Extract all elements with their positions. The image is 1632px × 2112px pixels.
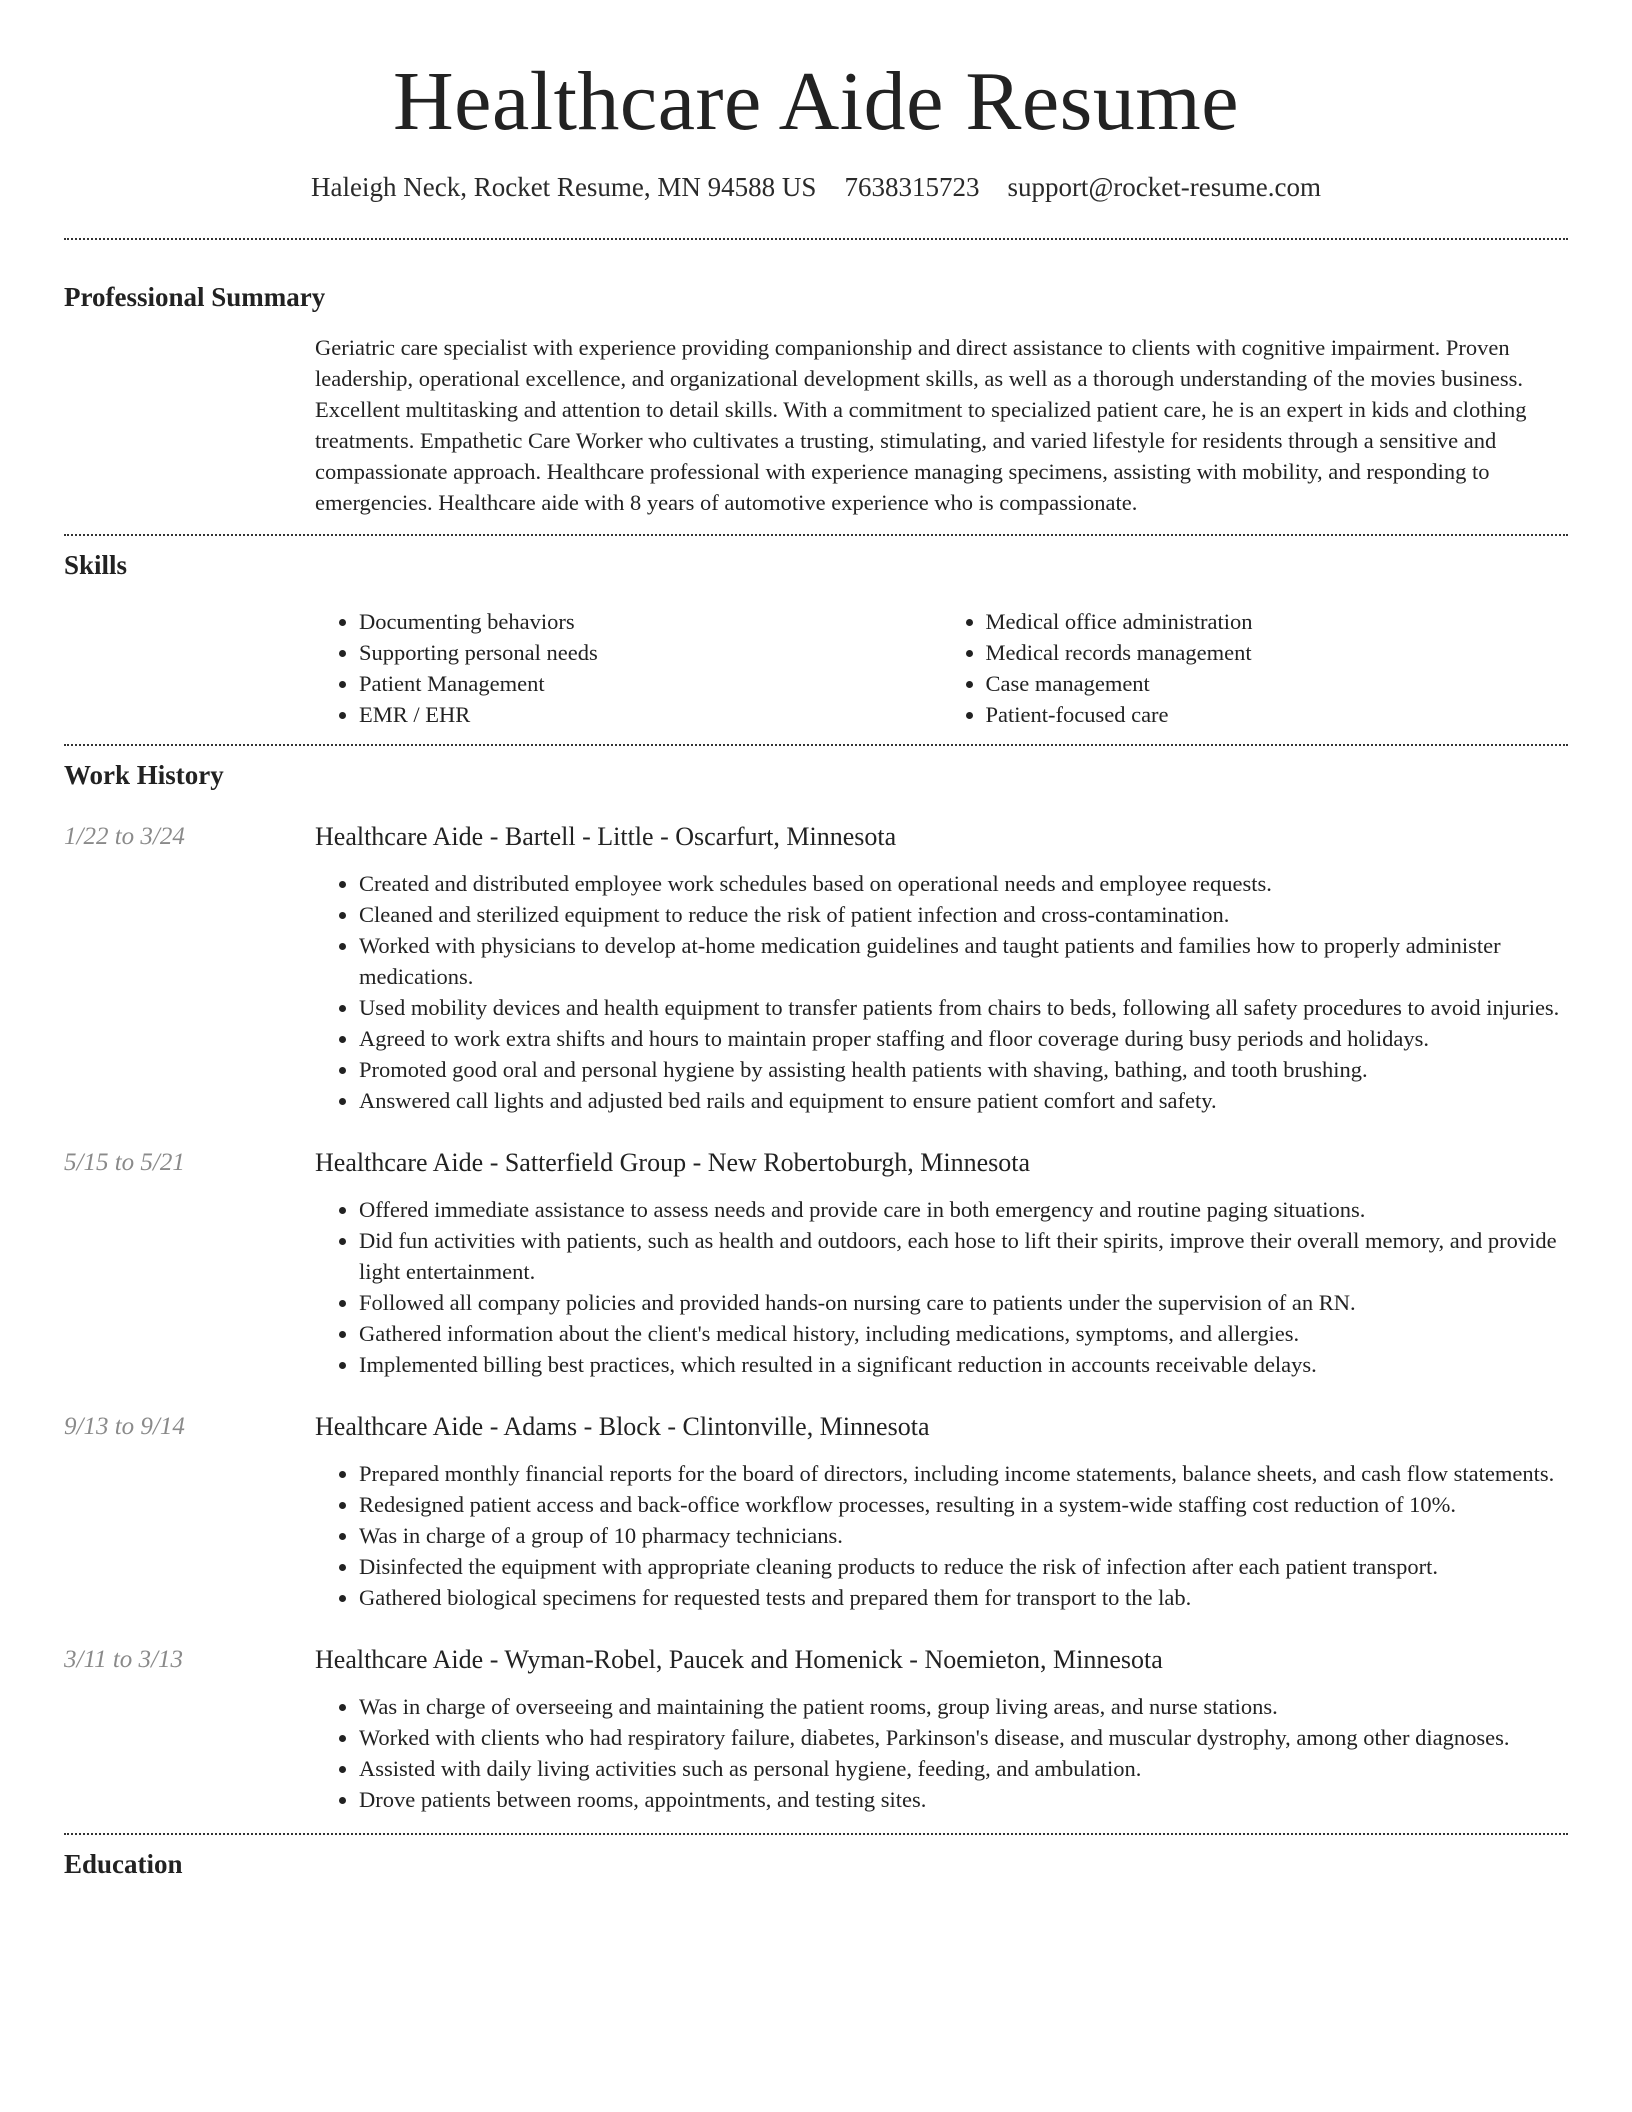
skill-item: • Patient-focused care [986, 699, 1569, 730]
divider [64, 238, 1568, 240]
skill-item: • Supporting personal needs [359, 637, 942, 668]
resume-page [64, 0, 1568, 1881]
skill-item: • Documenting behaviors [359, 606, 942, 637]
skill-item: • Medical records management [986, 637, 1569, 668]
job-bullet: • Agreed to work extra shifts and hours to maintain proper staffing and floor coverage during busy periods and holidays. [359, 1023, 1568, 1054]
job-title: Healthcare Aide - Wyman-Robel, Paucek and Homenick - Noemieton, Minnesota [315, 1645, 1163, 1674]
job-bullet: • Answered call lights and adjusted bed rails and equipment to ensure patient comfort and safety. [359, 1085, 1568, 1116]
job-dates: 9/13 to 9/14 [64, 1413, 185, 1440]
job-bullets [315, 1194, 1568, 1380]
job-entry [64, 820, 1568, 1116]
job-bullets [315, 868, 1568, 1116]
job-bullet: • Implemented billing best practices, which resulted in a significant reduction in accounts receivable delays. [359, 1349, 1568, 1380]
skills-list [315, 606, 1568, 730]
job-title: Healthcare Aide - Adams - Block - Clintonville, Minnesota [315, 1412, 930, 1441]
job-bullets [315, 1458, 1568, 1613]
divider [64, 744, 1568, 746]
education-heading: Education [64, 1849, 183, 1879]
work-history-heading: Work History [64, 760, 224, 790]
job-title: Healthcare Aide - Bartell - Little - Oscarfurt, Minnesota [315, 822, 897, 851]
job-bullet: • Created and distributed employee work schedules based on operational needs and employee requests. [359, 868, 1568, 899]
contact-email: support@rocket-resume.com [1007, 172, 1321, 202]
job-bullet: • Was in charge of a group of 10 pharmacy technicians. [359, 1520, 1568, 1551]
job-dates: 1/22 to 3/24 [64, 823, 185, 850]
job-title: Healthcare Aide - Satterfield Group - New Robertoburgh, Minnesota [315, 1148, 1031, 1177]
contact-address: Haleigh Neck, Rocket Resume, MN 94588 US [311, 172, 817, 202]
summary-heading: Professional Summary [64, 282, 326, 312]
job-dates: 5/15 to 5/21 [64, 1149, 185, 1176]
skill-item: • Medical office administration [986, 606, 1569, 637]
resume-title: Healthcare Aide Resume [393, 55, 1239, 148]
job-bullet: • Gathered biological specimens for requested tests and prepared them for transport to the lab. [359, 1582, 1568, 1613]
skill-item: • EMR / EHR [359, 699, 942, 730]
job-dates: 3/11 to 3/13 [64, 1646, 183, 1673]
job-entry [64, 1410, 1568, 1613]
job-bullet: • Used mobility devices and health equipment to transfer patients from chairs to beds, following all safety procedures to avoid injuries. [359, 992, 1568, 1023]
summary-text: Geriatric care specialist with experience providing companionship and direct assistance to clients with cognitive impairment. Proven leadership, operational excellence, and organizational development skills, as well as a thorough understanding of the movies business. Excellent multitasking and attention to detail skills. With a commitment to specialized patient care, he is an expert in kids and clothing treatments. Empathetic Care Worker who cultivates a trusting, stimulating, and varied lifestyle for residents through a sensitive and compassionate approach. Healthcare professional with experience managing specimens, assisting with mobility, and responding to emergencies. Healthcare aide with 8 years of automotive experience who is compassionate. [315, 335, 1527, 515]
job-bullet: • Promoted good oral and personal hygiene by assisting health patients with shaving, bathing, and tooth brushing. [359, 1054, 1568, 1085]
job-bullet: • Redesigned patient access and back-office workflow processes, resulting in a system-wide staffing cost reduction of 10%. [359, 1489, 1568, 1520]
job-bullet: • Drove patients between rooms, appointments, and testing sites. [359, 1784, 1568, 1815]
job-bullet: • Was in charge of overseeing and maintaining the patient rooms, group living areas, and nurse stations. [359, 1691, 1568, 1722]
job-bullet: • Worked with clients who had respiratory failure, diabetes, Parkinson's disease, and muscular dystrophy, among other diagnoses. [359, 1722, 1568, 1753]
contact-line [64, 170, 1568, 204]
job-bullet: • Gathered information about the client's medical history, including medications, symptoms, and allergies. [359, 1318, 1568, 1349]
skill-item: • Patient Management [359, 668, 942, 699]
job-bullet: • Worked with physicians to develop at-home medication guidelines and taught patients and families how to properly administer medications. [359, 930, 1568, 992]
job-bullet: • Followed all company policies and provided hands-on nursing care to patients under the supervision of an RN. [359, 1287, 1568, 1318]
skills-heading: Skills [64, 550, 128, 580]
job-entry [64, 1146, 1568, 1380]
job-bullets [315, 1691, 1568, 1815]
divider [64, 1833, 1568, 1835]
job-bullet: • Assisted with daily living activities such as personal hygiene, feeding, and ambulation. [359, 1753, 1568, 1784]
job-entry [64, 1643, 1568, 1815]
job-bullet: • Offered immediate assistance to assess needs and provide care in both emergency and routine paging situations. [359, 1194, 1568, 1225]
skills-column-right [942, 606, 1569, 730]
job-bullet: • Prepared monthly financial reports for the board of directors, including income statements, balance sheets, and cash flow statements. [359, 1458, 1568, 1489]
skill-item: • Case management [986, 668, 1569, 699]
divider [64, 534, 1568, 536]
job-bullet: • Cleaned and sterilized equipment to reduce the risk of patient infection and cross-contamination. [359, 899, 1568, 930]
contact-phone: 7638315723 [844, 172, 980, 202]
job-bullet: • Disinfected the equipment with appropriate cleaning products to reduce the risk of infection after each patient transport. [359, 1551, 1568, 1582]
skills-column-left [315, 606, 942, 730]
job-bullet: • Did fun activities with patients, such as health and outdoors, each hose to lift their spirits, improve their overall memory, and provide light entertainment. [359, 1225, 1568, 1287]
